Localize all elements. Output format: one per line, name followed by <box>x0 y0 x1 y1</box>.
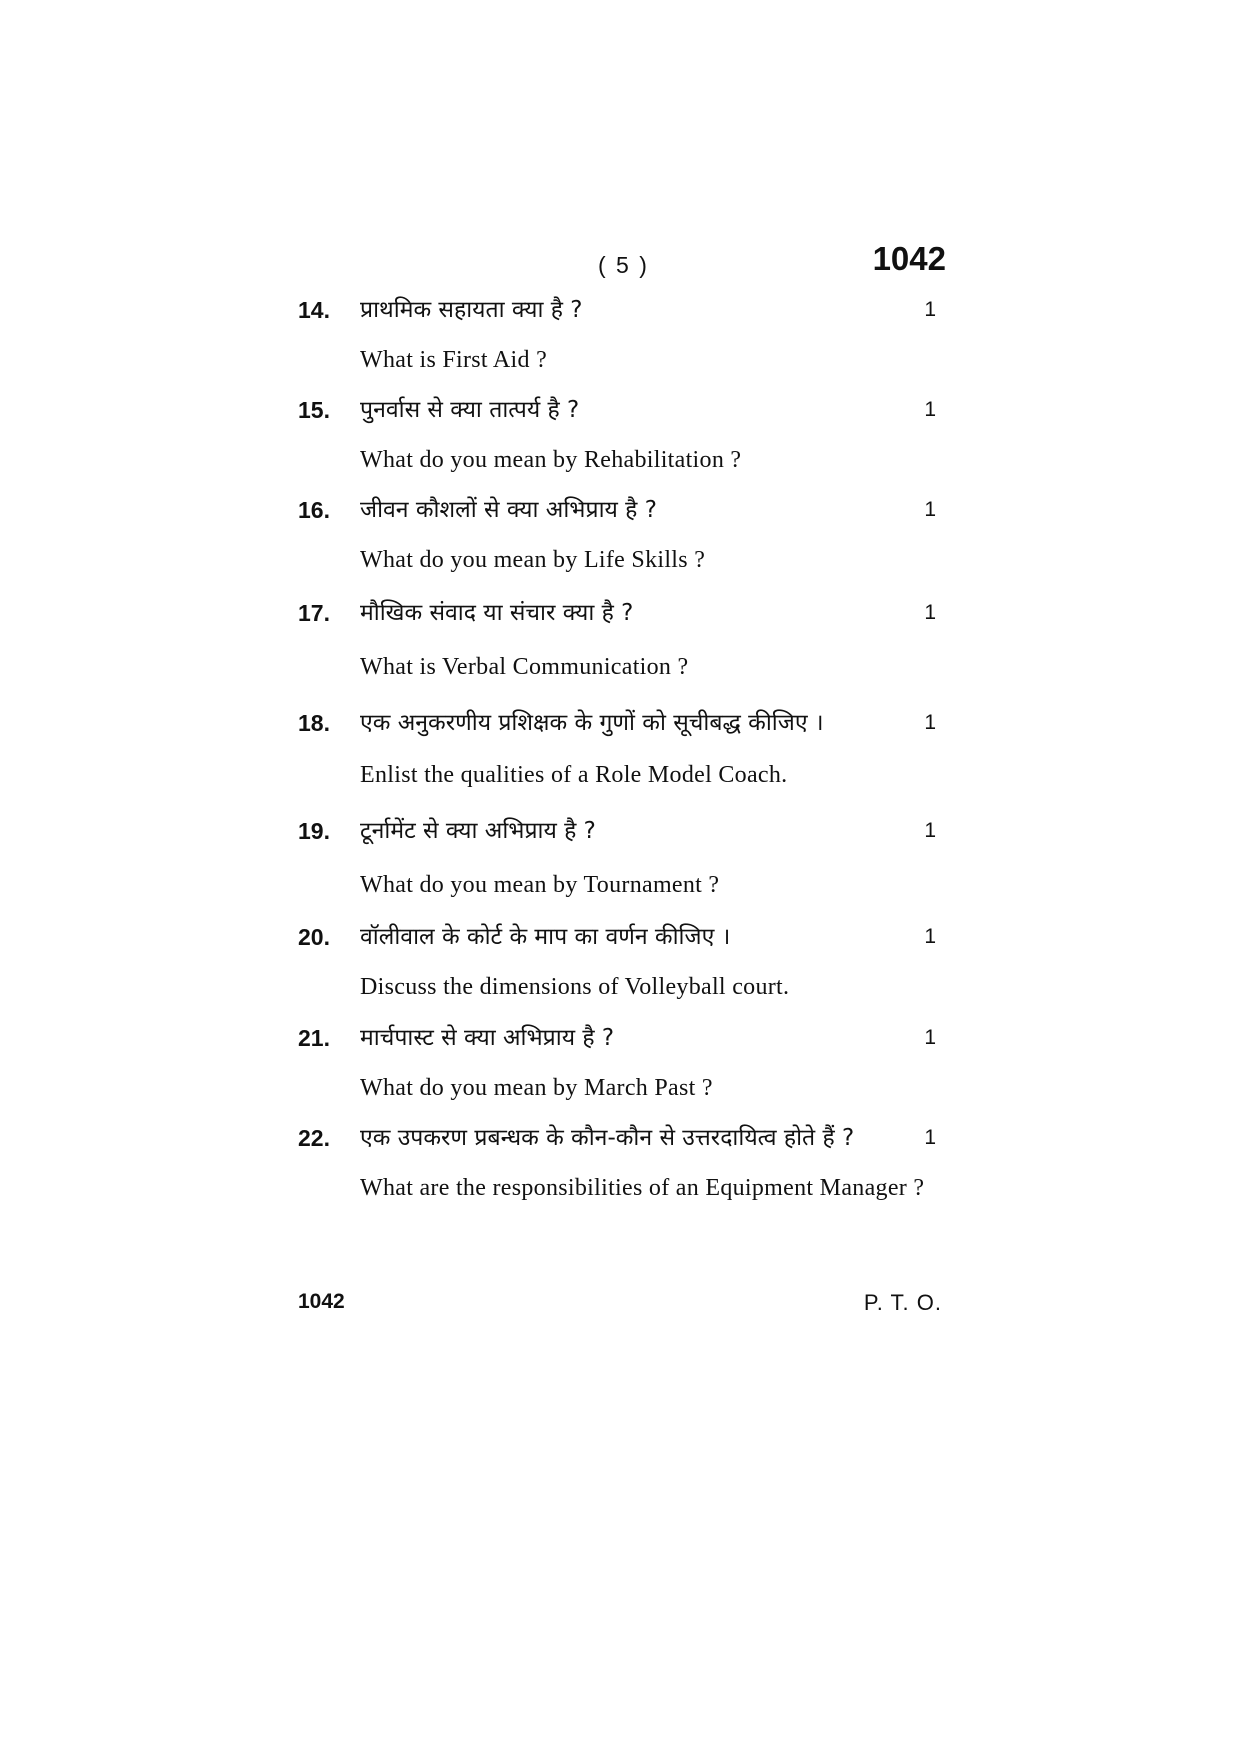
question-16 <box>298 492 944 578</box>
question-text-hindi: एक उपकरण प्रबन्धक के कौन-कौन से उत्तरदायित्व होते हैं ? <box>360 1125 855 1151</box>
question-marks: 1 <box>924 601 936 624</box>
question-number: 15. <box>298 397 330 423</box>
question-text-hindi: एक अनुकरणीय प्रशिक्षक के गुणों को सूचीबद्ध कीजिए । <box>360 710 824 736</box>
question-text-english: What do you mean by Tournament ? <box>360 872 720 898</box>
question-text-hindi: प्राथमिक सहायता क्या है ? <box>360 297 583 323</box>
question-number: 14. <box>298 297 330 323</box>
question-19 <box>298 813 944 903</box>
question-marks: 1 <box>924 1126 936 1149</box>
question-text-english: What is Verbal Communication ? <box>360 654 689 680</box>
question-marks: 1 <box>924 819 936 842</box>
question-marks: 1 <box>924 1026 936 1049</box>
question-22 <box>298 1120 944 1206</box>
question-20 <box>298 919 944 1005</box>
question-marks: 1 <box>924 398 936 421</box>
question-number: 19. <box>298 818 330 844</box>
paper-code-footer: 1042 <box>298 1290 345 1313</box>
question-marks: 1 <box>924 711 936 734</box>
question-text-english: Enlist the qualities of a Role Model Coach. <box>360 762 788 788</box>
question-text-english: What do you mean by Rehabilitation ? <box>360 447 742 473</box>
question-text-hindi: टूर्नामेंट से क्या अभिप्राय है ? <box>360 818 596 844</box>
question-text-english: What do you mean by March Past ? <box>360 1075 713 1101</box>
question-text-hindi: मौखिक संवाद या संचार क्या है ? <box>360 600 634 626</box>
question-number: 21. <box>298 1025 330 1051</box>
question-18 <box>298 705 944 793</box>
question-text-hindi: वॉलीवाल के कोर्ट के माप का वर्णन कीजिए । <box>360 924 731 950</box>
question-text-english: Discuss the dimensions of Volleyball court. <box>360 974 790 1000</box>
question-14 <box>298 292 944 378</box>
question-marks: 1 <box>924 925 936 948</box>
question-marks: 1 <box>924 498 936 521</box>
question-text-english: What are the responsibilities of an Equipment Manager ? <box>360 1175 925 1201</box>
paper-code-header: 1042 <box>872 240 946 277</box>
question-text-hindi: मार्चपास्ट से क्या अभिप्राय है ? <box>360 1025 615 1051</box>
question-15 <box>298 392 944 478</box>
question-marks: 1 <box>924 298 936 321</box>
pto-label: P. T. O. <box>863 1290 942 1315</box>
question-number: 22. <box>298 1125 330 1151</box>
page-number: ( 5 ) <box>598 252 649 278</box>
question-number: 20. <box>298 924 330 950</box>
question-text-hindi: जीवन कौशलों से क्या अभिप्राय है ? <box>360 497 657 523</box>
question-number: 17. <box>298 600 330 626</box>
question-text-english: What do you mean by Life Skills ? <box>360 547 706 573</box>
question-number: 16. <box>298 497 330 523</box>
question-number: 18. <box>298 710 330 736</box>
question-21 <box>298 1020 944 1106</box>
question-text-hindi: पुनर्वास से क्या तात्पर्य है ? <box>360 397 580 423</box>
question-17 <box>298 595 944 685</box>
question-text-english: What is First Aid ? <box>360 347 548 373</box>
